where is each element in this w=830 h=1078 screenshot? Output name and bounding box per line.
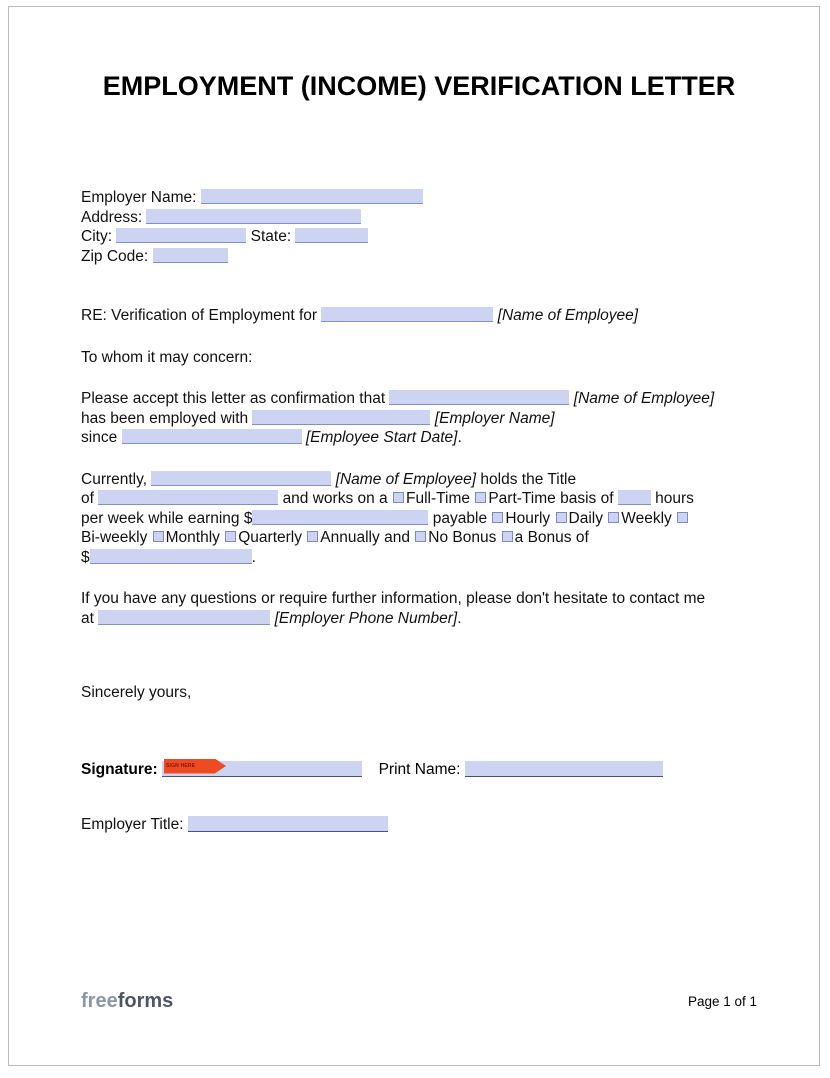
page-number: Page 1 of 1 <box>687 994 757 1009</box>
employer-name-label: Employer Name: <box>81 189 197 206</box>
p3-note: [Employer Phone Number] <box>274 609 458 627</box>
checkbox-weekly[interactable] <box>608 512 619 523</box>
label-full-time: Full-Time <box>406 490 471 507</box>
p1-employer-field[interactable] <box>252 410 430 425</box>
p1-end: . <box>457 429 462 446</box>
label-no-bonus: No Bonus <box>428 529 497 546</box>
state-field[interactable] <box>295 228 368 243</box>
p3-phone-field[interactable] <box>98 610 270 625</box>
label-part-time: Part-Time <box>488 490 556 507</box>
checkbox-quarterly[interactable] <box>307 531 318 542</box>
p2-employee-field[interactable] <box>151 471 331 486</box>
zip-label: Zip Code: <box>81 247 149 265</box>
city-label: City: <box>81 228 112 245</box>
address-label: Address: <box>81 208 143 226</box>
p2-and: and <box>384 529 410 546</box>
p1-note3: [Employee Start Date] <box>305 429 458 446</box>
checkbox-part-time[interactable] <box>475 492 486 503</box>
logo-light-text: free <box>81 990 118 1012</box>
p2-part3: of <box>81 490 94 507</box>
p3-part1: If you have any questions or require further information, please don't hesitate to contact me <box>81 590 706 607</box>
print-name-label: Print Name: <box>378 760 461 778</box>
checkbox-monthly[interactable] <box>225 531 236 542</box>
employer-info-block <box>81 188 757 266</box>
p2-part8: payable <box>432 509 488 527</box>
checkbox-daily[interactable] <box>556 512 567 523</box>
freeforms-logo <box>81 990 173 1013</box>
p2-hours-field[interactable] <box>618 490 651 505</box>
p1-note2: [Employer Name] <box>434 409 555 427</box>
document-body <box>9 7 819 1065</box>
address-row <box>81 208 757 228</box>
checkbox-weekly-after[interactable] <box>677 512 688 523</box>
address-field[interactable] <box>146 209 361 224</box>
signature-label: Signature <box>81 760 153 778</box>
paragraph-employment-confirmation <box>81 389 757 448</box>
employer-name-row <box>81 188 757 208</box>
re-prefix: RE: Verification of Employment for <box>81 307 318 324</box>
p1-part3: since <box>81 429 118 446</box>
p1-employee-field[interactable] <box>389 390 569 405</box>
employer-name-field[interactable] <box>201 189 423 204</box>
employer-title-label: Employer Title: <box>81 815 184 833</box>
paragraph-contact <box>81 589 757 628</box>
p2-note1: [Name of Employee] <box>335 470 477 488</box>
label-daily: Daily <box>568 509 603 527</box>
p1-note1: [Name of Employee] <box>573 390 715 407</box>
p2-title-field[interactable] <box>98 490 278 505</box>
label-a-bonus: a Bonus of <box>514 529 589 546</box>
zip-row <box>81 247 757 267</box>
p2-earning-field[interactable] <box>252 510 428 525</box>
label-monthly: Monthly <box>165 529 220 546</box>
employer-title-field[interactable] <box>188 816 388 832</box>
p2-bonus-currency: $ <box>81 548 90 566</box>
signature-colon: : <box>152 760 158 778</box>
p2-part1: Currently, <box>81 470 148 488</box>
p1-part2: has been employed with <box>81 409 249 427</box>
re-employee-field[interactable] <box>321 307 493 322</box>
re-line <box>81 306 757 326</box>
label-biweekly: Bi-weekly <box>81 529 148 546</box>
checkbox-biweekly[interactable] <box>153 531 164 542</box>
salutation: To whom it may concern: <box>81 348 253 366</box>
p2-part4: and works on a <box>282 490 388 507</box>
label-weekly: Weekly <box>621 509 672 527</box>
page-title: EMPLOYMENT (INCOME) VERIFICATION LETTER <box>102 71 736 101</box>
checkbox-full-time[interactable] <box>393 492 404 503</box>
p2-end: . <box>251 548 256 566</box>
logo-bold-text: forms <box>117 990 174 1012</box>
signature-field[interactable] <box>162 761 362 777</box>
checkbox-a-bonus[interactable] <box>502 531 513 542</box>
print-name-field[interactable] <box>465 761 663 777</box>
city-state-row <box>81 227 757 247</box>
p2-bonus-field[interactable] <box>90 549 252 564</box>
p3-end: . <box>457 609 462 627</box>
document-page <box>8 6 820 1066</box>
checkbox-no-bonus[interactable] <box>415 531 426 542</box>
label-hourly: Hourly <box>505 509 551 527</box>
label-quarterly: Quarterly <box>238 529 302 546</box>
sign-here-stamp-text: SIGN HERE <box>165 762 196 769</box>
state-label: State: <box>250 228 292 245</box>
city-field[interactable] <box>116 228 246 243</box>
zip-field[interactable] <box>153 248 228 263</box>
p2-part6: hours <box>655 490 694 507</box>
p1-start-date-field[interactable] <box>122 429 302 444</box>
p2-part7: per week while earning $ <box>81 509 253 527</box>
p1-part1: Please accept this letter as confirmation that <box>81 390 386 407</box>
p2-part2: holds the Title <box>480 470 577 488</box>
paragraph-position-details <box>81 470 757 568</box>
p3-part2: at <box>81 609 94 627</box>
signature-row <box>81 761 757 779</box>
label-annually: Annually <box>320 529 380 546</box>
employer-title-row <box>81 815 757 835</box>
closing-line: Sincerely yours, <box>81 684 192 701</box>
p2-part5: basis of <box>560 490 614 507</box>
checkbox-hourly[interactable] <box>492 512 503 523</box>
re-note: [Name of Employee] <box>497 307 639 324</box>
